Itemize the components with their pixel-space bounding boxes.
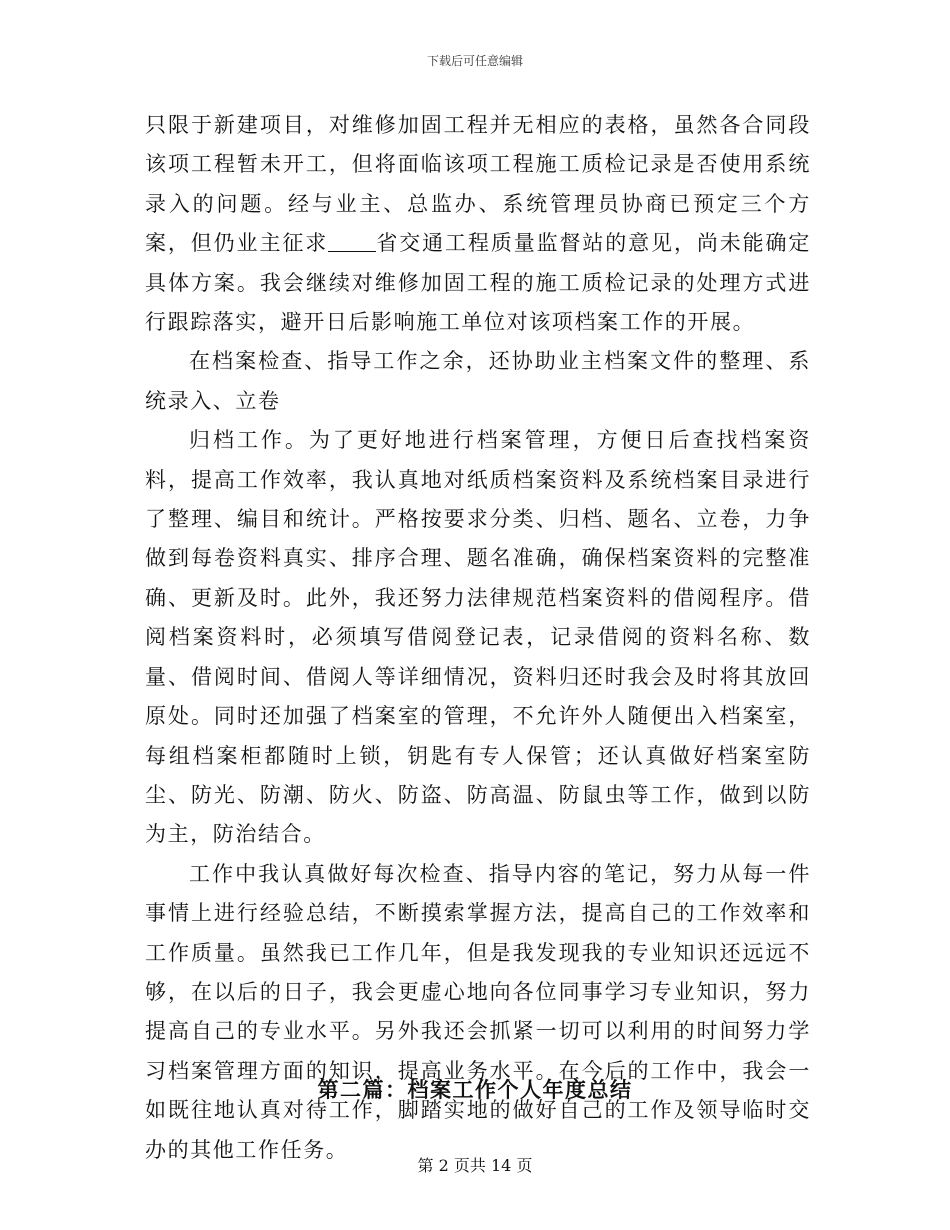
page-header: 下载后可任意编辑 (426, 54, 523, 68)
paragraph-3: 归档工作。为了更好地进行档案管理，方便日后查找档案资料，提高工作效率，我认真地对纸质档案资料及系统档案目录进行了整理、编目和统计。严格按要求分类、归档、题名、立卷，力争做到每卷资料真实、排序合理、题名准确，确保档案资料的完整准确、更新及时。此外，我还努力法律规范档案资料的借阅程序。借阅档案资料时，必须填写借阅登记表，记录借阅的资料名称、数量、借阅时间、借阅人等详细情况，资料归还时我会及时将其放回原处。同时还加强了档案室的管理，不允许外人随便出入档案室，每组档案柜都随时上锁，钥匙有专人保管；还认真做好档案室防尘、防光、防潮、防火、防盗、防高温、防鼠虫等工作，做到以防为主，防治结合。 (145, 428, 811, 847)
paragraph-1-text-b: 省交通工程质量监督站的意见，尚未能确定具体方案。我会继续对维修加固工程的施工质检记录的处理方式进行跟踪落实，避开日后影响施工单位对该项档案工作的开展。 (145, 231, 811, 335)
paragraph-1 (145, 106, 811, 342)
document-body (145, 106, 811, 1170)
paragraph-2: 在档案检查、指导工作之余，还协助业主档案文件的整理、系统录入、立卷 (145, 349, 811, 413)
paragraph-4: 工作中我认真做好每次检查、指导内容的笔记，努力从每一件事情上进行经验总结，不断摸索掌握方法，提高自己的工作效率和工作质量。虽然我已工作几年，但是我发现我的专业知识还远远不够，在以后的日子，我会更虚心地向各位同事学习专业知识，努力提高自己的专业水平。另外我还会抓紧一切可以利用的时间努力学习档案管理方面的知识，提高业务水平。在今后的工作中，我会一如既往地认真对待工作，脚踏实地的做好自己的工作及领导临时交办的其他工作任务。 (145, 861, 811, 1162)
paragraph-1-text-a: 只限于新建项目，对维修加固工程并无相应的表格，虽然各合同段该项工程暂未开工，但将面临该项工程施工质检记录是否使用系统录入的问题。经与业主、总监办、系统管理员协商已预定三个方案，但仍业主征求 (145, 113, 811, 256)
page-footer: 第 2 页共 14 页 (417, 1156, 533, 1175)
section-title: 第二篇：档案工作个人年度总结 (317, 1077, 633, 1102)
fill-in-blank (328, 233, 376, 252)
